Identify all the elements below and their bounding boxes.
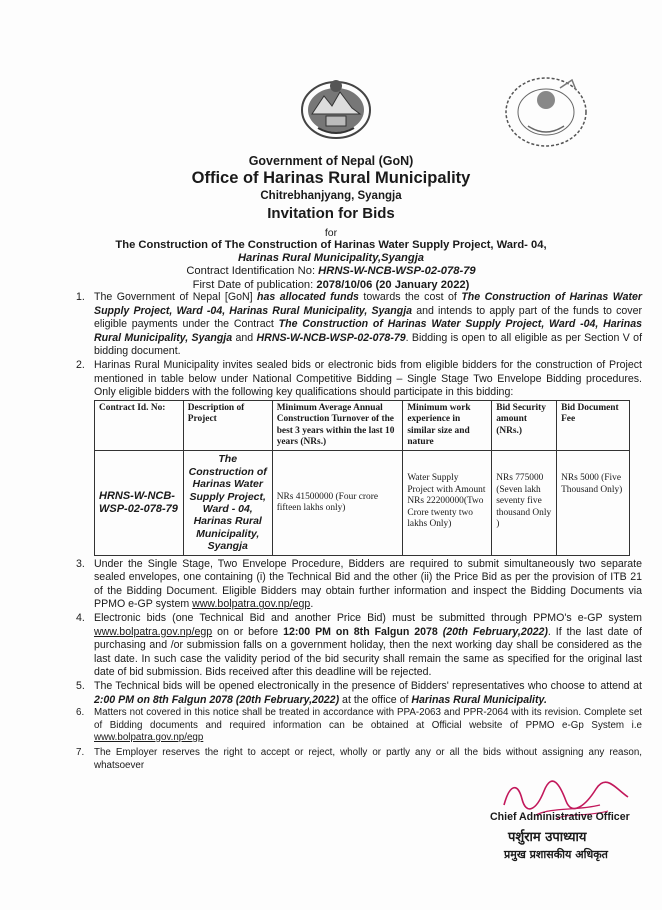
clause-number: 4.: [76, 612, 85, 624]
clause-text: and: [232, 331, 257, 344]
column-header: Contract Id. No:: [95, 400, 184, 451]
clause-text: Electronic bids (one Technical Bid and another Price Bid) must be submitted through PPMO's e-GP system: [94, 612, 642, 624]
clause-emphasis: The Construction of Harinas Water Supply Project, Ward -04, Harinas Rural Municipality, Syangja: [94, 318, 642, 344]
submission-deadline-english: (20th February,2022): [442, 625, 548, 638]
clause-number: 5.: [76, 679, 85, 692]
clause-emphasis: The Construction of Harinas Water Supply Project, Ward -04, Harinas Rural Municipality, Syangja: [94, 291, 642, 317]
column-header: Minimum work experience in similar size and nature: [403, 400, 492, 451]
signatory-name-nepali: पर्शुराम उपाध्याय: [508, 830, 587, 845]
bid-opening-time: 2:00 PM on 8th Falgun 2078 (20th February,2022): [94, 693, 340, 706]
publication-label: First Date of publication:: [192, 279, 314, 291]
table-row: [95, 451, 630, 555]
submission-deadline: 12:00 PM on 8th Falgun 2078: [283, 625, 438, 638]
clause-number: 1.: [76, 291, 85, 303]
clause-number: 6.: [76, 707, 85, 719]
column-header: Minimum Average Annual Construction Turnover of the best 3 years within the last 10 years (NRs.): [272, 400, 403, 451]
clause-7: [70, 747, 642, 772]
clause-number: 7.: [76, 747, 85, 759]
clause-text: The Employer reserves the right to accept or reject, wholly or partly any or all the bids without assigning any reason, whatsoever: [94, 747, 642, 771]
clause-2: [70, 359, 642, 400]
clause-5: [70, 680, 642, 707]
cell-document-fee: NRs 5000 (Five Thousand Only): [557, 451, 630, 555]
contract-id: HRNS-W-NCB-WSP-02-078-79: [318, 265, 476, 277]
for-label: for: [324, 227, 338, 239]
publication-date: [0, 279, 662, 291]
egp-link[interactable]: www.bolpatra.gov.np/egp: [94, 625, 213, 638]
notice-title: Invitation for Bids: [267, 205, 395, 222]
cell-description: The Construction of Harinas Water Supply Project, Ward - 04, Harinas Rural Municipality, Syangja: [183, 451, 272, 555]
contract-label: Contract Identification No:: [186, 265, 316, 277]
qualification-table: [94, 400, 630, 556]
publication-date-value: 2078/10/06 (20 January 2022): [316, 279, 470, 291]
clause-text: at the office of: [339, 693, 412, 706]
cell-turnover: NRs 41500000 (Four crore fifteen lakhs only): [272, 451, 403, 555]
project-title-line2: Harinas Rural Municipality,Syangja: [237, 252, 425, 264]
clause-text: . Bidding is open to all eligible as per Section V of bidding document.: [94, 331, 643, 358]
clause-text: . If the last date of purchasing and /or submission falls on a government holiday, then the next working day shall be considered as the last date. In such case the validity period of the bid security shall remain the same as specified for the original last date of bid submission. Bids received after this deadline will be rejected.: [94, 625, 642, 679]
column-header: Bid Security amount (NRs.): [492, 400, 557, 451]
office-address: Chitrebhanjyang, Syangja: [260, 190, 402, 202]
egp-link[interactable]: www.bolpatra.gov.np/egp: [94, 731, 204, 743]
clause-4: [70, 612, 642, 680]
column-header: Description of Project: [183, 400, 272, 451]
clause-6: [70, 707, 642, 744]
clause-1: [70, 291, 642, 359]
project-title-line1: The Construction of The Construction of Harinas Water Supply Project, Ward- 04,: [115, 239, 547, 251]
signatory-title-nepali: प्रमुख प्रशासकीय अधिकृत: [504, 848, 608, 861]
column-header: Bid Document Fee: [557, 400, 630, 451]
clause-text: Harinas Rural Municipality invites sealed bids or electronic bids from eligible bidders for the construction of Project mentioned in table below under National Competitive Bidding – Single Stage Two Envelope Bidding procedures. Only eligible bidders with the following key qualifications should participate in this bidding:: [94, 358, 642, 399]
clause-text: and intends to apply part of the funds to cover eligible payments under the Contract: [94, 304, 643, 331]
clause-emphasis: HRNS-W-NCB-WSP-02-078-79: [256, 331, 406, 344]
clause-text: .: [310, 598, 314, 611]
cell-experience: Water Supply Project with Amount NRs 22200000(Two Crore twenty two lakhs Only): [403, 451, 492, 555]
clause-text: Matters not covered in this notice shall be treated in accordance with PPA-2063 and PPR-2064 with its revision. Complete set of Bidding documents and required information can be obtained at Official website of PPMO e-Gp System i.e: [94, 707, 642, 731]
egp-link[interactable]: www.bolpatra.gov.np/egp: [192, 598, 311, 611]
clause-number: 2.: [76, 358, 85, 371]
clause-text: towards the cost of: [358, 291, 462, 303]
notice-body: [70, 291, 642, 772]
opening-office: Harinas Rural Municipality.: [411, 693, 547, 706]
government-name: Government of Nepal (GoN): [248, 154, 414, 168]
cell-contract-id: HRNS-W-NCB-WSP-02-078-79: [95, 451, 184, 555]
clause-text: on or before: [212, 625, 284, 638]
office-seal-icon: [498, 70, 594, 154]
cell-bid-security: NRs 775000 (Seven lakh seventy five thousand Only ): [492, 451, 557, 555]
office-name: Office of Harinas Rural Municipality: [191, 169, 471, 187]
signatory-designation: Chief Administrative Officer: [490, 811, 630, 823]
clause-text: The Technical bids will be opened electronically in the presence of Bidders' representatives who choose to attend at: [94, 679, 642, 692]
clause-3: [70, 558, 642, 612]
nepal-emblem-icon: [296, 74, 376, 142]
clause-text: The Government of Nepal [GoN]: [94, 291, 258, 303]
clause-text: Under the Single Stage, Two Envelope Procedure, Bidders are required to submit simultaneously two separate sealed envelopes, one containing (i) the Technical Bid and the other (ii) the Price Bid as per the provision of ITB 21 of the Bidding Document. Eligible Bidders may obtain further information and inspect the Bidding Documents via PPMO e-GP system: [94, 557, 642, 611]
contract-identification: [0, 265, 662, 277]
clause-number: 3.: [76, 557, 85, 570]
clause-emphasis: has allocated funds: [257, 291, 359, 303]
table-header-row: [95, 400, 630, 451]
